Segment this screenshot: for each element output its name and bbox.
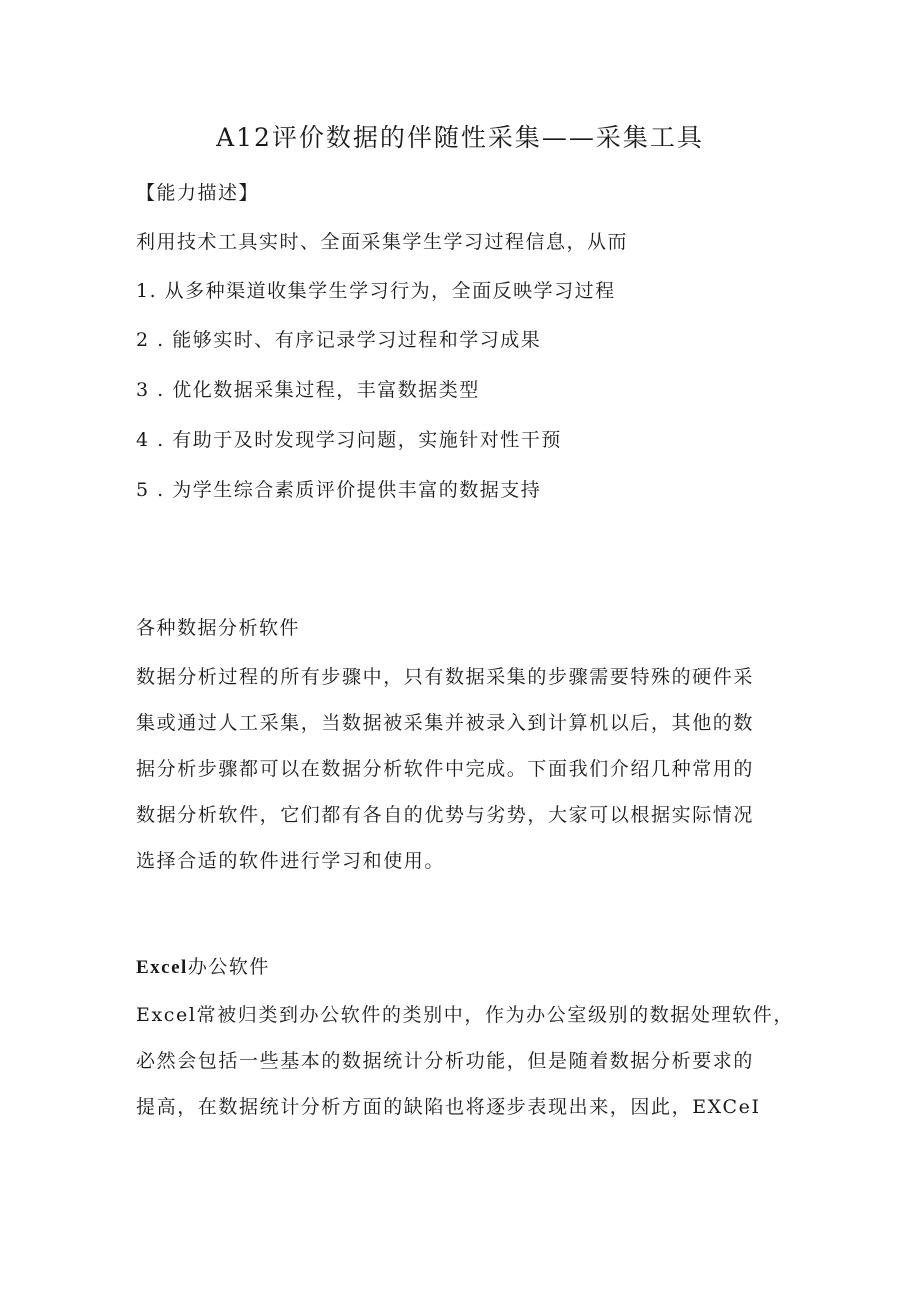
- paragraph-line: 集或通过人工采集，当数据被采集并被录入到计算机以后，其他的数: [136, 712, 755, 734]
- ability-heading: 【能力描述】: [136, 182, 260, 204]
- paragraph-line: 数据分析过程的所有步骤中，只有数据采集的步骤需要特殊的硬件采: [136, 666, 755, 688]
- paragraph-line: 数据分析软件，它们都有各自的优势与劣势，大家可以根据实际情况: [136, 804, 755, 826]
- section-heading-analysis-software: 各种数据分析软件: [136, 617, 301, 639]
- list-item: 5 . 为学生综合素质评价提供丰富的数据支持: [136, 479, 542, 501]
- excel-heading-rest: 办公软件: [187, 956, 270, 978]
- analysis-software-paragraph: [136, 654, 786, 884]
- document-title: A12评价数据的伴随性采集——采集工具: [216, 123, 704, 152]
- paragraph-line: 据分析步骤都可以在数据分析软件中完成。下面我们介绍几种常用的: [136, 758, 755, 780]
- list-item: 1. 从多种渠道收集学生学习行为，全面反映学习过程: [136, 280, 616, 302]
- paragraph-line: Excel常被归类到办公软件的类别中，作为办公室级别的数据处理软件，: [136, 1004, 794, 1026]
- excel-heading-bold: Excel: [136, 957, 188, 978]
- paragraph-line: 提高，在数据统计分析方面的缺陷也将逐步表现出来，因此，EXCeI: [136, 1096, 761, 1118]
- paragraph-line: 选择合适的软件进行学习和使用。: [136, 850, 446, 872]
- list-item: 3 . 优化数据采集过程，丰富数据类型: [136, 379, 480, 401]
- list-item: 2 . 能够实时、有序记录学习过程和学习成果: [136, 329, 542, 351]
- intro-line: 利用技术工具实时、全面采集学生学习过程信息，从而: [136, 231, 629, 253]
- list-item: 4 . 有助于及时发现学习问题，实施针对性干预: [136, 429, 562, 451]
- section-heading-excel: [136, 953, 270, 982]
- excel-paragraph: [136, 992, 794, 1130]
- paragraph-line: 必然会包括一些基本的数据统计分析功能，但是随着数据分析要求的: [136, 1050, 755, 1072]
